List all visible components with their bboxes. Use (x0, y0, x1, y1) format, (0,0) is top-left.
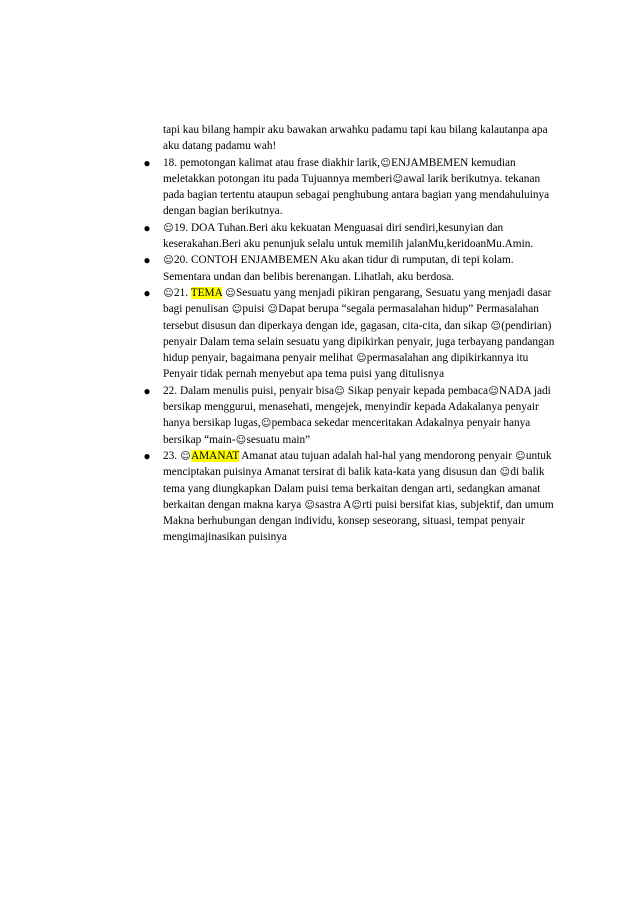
smiley-icon: ☺ (225, 287, 236, 299)
smiley-icon: ☺ (356, 353, 367, 365)
item-text: awal larik berikutnya. tekanan pada bagian tertentu ataupun sebagai penghubung antara bagian yang mendahuluinya dengan bagian berikutnya. (163, 172, 550, 218)
smiley-icon: ☺ (334, 385, 345, 397)
item-text: 18. pemotongan kalimat atau frase diakhir larik, (163, 156, 381, 169)
item-text: 19. DOA Tuhan.Beri aku kekuatan Menguasai diri sendiri,kesunyian dan keserakahan.Beri aku penunjuk selalu untuk memilih jalanMu,keridoanMu.Amin. (163, 221, 534, 251)
smiley-icon: ☺ (163, 287, 174, 299)
smiley-icon: ☺ (163, 222, 174, 234)
item-text: pembaca sekedar menceritakan Adakalnya penyair hanya bersikap “main- (163, 417, 531, 446)
smiley-icon: ☺ (235, 434, 247, 446)
list-item-21 (143, 285, 555, 383)
item-text: sastra A (315, 498, 352, 511)
smiley-icon: ☺ (380, 157, 391, 169)
item-number: 21. (174, 286, 191, 299)
smiley-icon: ☺ (490, 320, 501, 332)
item-text: untuk menciptakan puisinya Amanat tersirat di balik kata-kata yang disusun dan (163, 449, 552, 479)
item-text: 22. Dalam menulis puisi, penyair bisa (163, 384, 334, 397)
bullet-icon: ● (143, 448, 151, 463)
item-text: Amanat atau tujuan adalah hal-hal yang mendorong penyair (239, 449, 515, 462)
item-number: 23. (163, 449, 180, 462)
item-text: di balik tema yang diungkapkan Dalam puisi tema berkaitan dengan arti, sedangkan amanat berkaitan dengan makna karya (163, 466, 545, 511)
bullet-icon: ● (143, 220, 151, 235)
smiley-icon: ☺ (499, 467, 511, 479)
item-text: (pendirian) penyair Dalam tema selain sesuatu yang dipikirkan penyair, juga terbayang pandangan hidup penyair, bagaimana penyair melihat (163, 319, 555, 365)
smiley-icon: ☺ (515, 450, 526, 462)
smiley-icon: ☺ (304, 499, 315, 511)
smiley-icon: ☺ (351, 499, 362, 511)
item-text: rti puisi bersifat kias, subjektif, dan umum Makna berhubungan dengan individu, konsep seseorang, situasi, tempat penyair mengimajinasikan puisinya (163, 498, 554, 544)
smiley-icon: ☺ (488, 385, 499, 397)
list-item-20 (143, 252, 555, 285)
item-text: Dapat berupa “segala permasalahan hidup” Permasalahan tersebut disusun dan diperkaya dengan ide, gagasan, cita-cita, dan sikap (163, 303, 539, 332)
bullet-icon: ● (143, 383, 151, 398)
smiley-icon: ☺ (163, 255, 174, 267)
item-text: Sesuatu yang menjadi pikiran pengarang, Sesuatu yang menjadi dasar bagi penulisan (163, 286, 552, 316)
item-text: puisi (242, 303, 268, 316)
smiley-icon: ☺ (392, 173, 404, 185)
bullet-icon: ● (143, 155, 151, 170)
item-text: NADA jadi bersikap menggurui, menasehati, mengejek, menyindir kepada Adakalanya penyair hanya bersikap lugas, (163, 384, 551, 430)
item-text: 20. CONTOH ENJAMBEMEN Aku akan tidur di rumputan, di tepi kolam. Sementara undan dan belibis berenangan. Lihatlah, aku berdosa. (163, 254, 514, 283)
item-text: permasalahan ang dipikirkannya itu Penyair tidak pernah menyebut apa tema puisi yang ditulisnya (163, 352, 529, 381)
highlighted-term-amanat: AMANAT (190, 449, 240, 462)
list-item-18 (143, 155, 555, 220)
smiley-icon: ☺ (231, 304, 243, 316)
smiley-icon: ☺ (267, 304, 278, 316)
bullet-icon: ● (143, 285, 151, 300)
smiley-icon: ☺ (180, 450, 191, 462)
item-text: sesuatu main” (246, 433, 311, 446)
list-item-22 (143, 383, 555, 448)
item-text: Sikap penyair kepada pembaca (345, 384, 489, 397)
item-text: ENJAMBEMEN kemudian meletakkan potongan itu pada Tujuannya memberi (163, 156, 516, 185)
highlighted-term-tema: TEMA (190, 286, 223, 299)
list-item-23 (143, 448, 555, 546)
bullet-icon: ● (143, 253, 151, 268)
intro-paragraph: tapi kau bilang hampir aku bawakan arwahku padamu tapi kau bilang kalautanpa apa aku datang padamu wah! (163, 124, 548, 153)
list-item-19 (143, 220, 555, 253)
document-body (143, 122, 555, 546)
smiley-icon: ☺ (260, 418, 272, 430)
